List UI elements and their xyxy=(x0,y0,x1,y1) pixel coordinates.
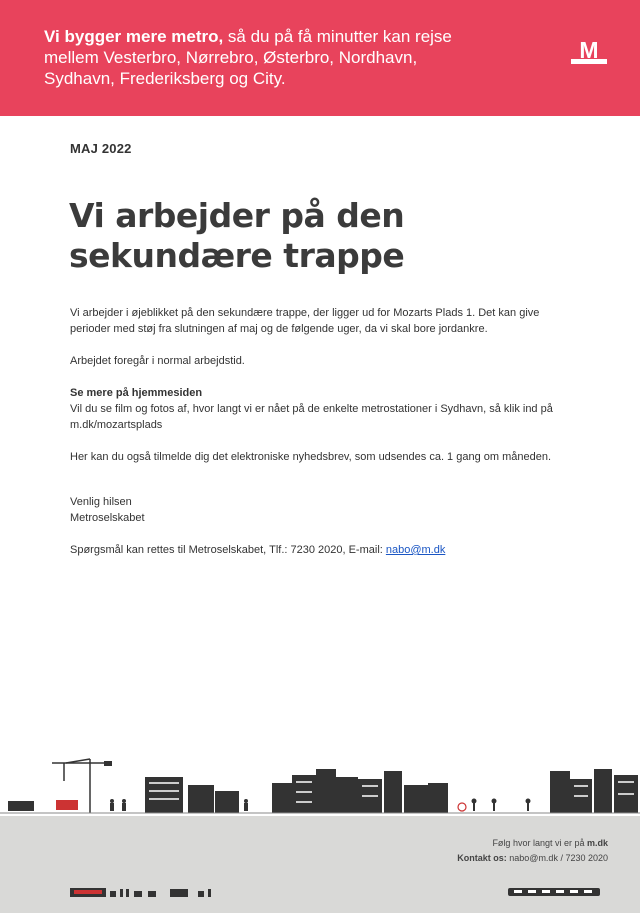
page-title: Vi arbejder på den sekundære trappe xyxy=(69,196,405,275)
footer xyxy=(0,816,640,913)
contact-line xyxy=(70,542,570,558)
footer-contact-line xyxy=(457,853,608,863)
banner-headline xyxy=(44,26,464,89)
metro-logo-letter: M xyxy=(579,38,599,63)
email-link[interactable]: nabo@m.dk xyxy=(385,544,446,556)
sender-name: Metroselskabet xyxy=(70,512,145,524)
letter-body xyxy=(70,305,570,574)
footer-contact-label: Kontakt os: xyxy=(457,853,507,863)
truck-icon xyxy=(8,801,34,811)
signoff xyxy=(70,494,570,526)
header-banner xyxy=(0,0,640,116)
footer-website-link[interactable]: m.dk xyxy=(586,838,608,848)
paragraph-hours: Arbejdet foregår i normal arbejdstid. xyxy=(70,355,245,367)
paragraph-work: Vi arbejder i øjeblikket på den sekundære trappe, der ligger ud for Mozarts Plads 1. Det kan give perioder med støj fra slutningen af maj og de følgende uger, da vi skal bore jordankre. xyxy=(70,307,540,335)
footer-contact-value: nabo@m.dk / 7230 2020 xyxy=(506,853,608,863)
banner-headline-bold: Vi bygger mere metro, xyxy=(44,27,224,46)
train-icon xyxy=(508,888,600,896)
section-text: Vil du se film og fotos af, hvor langt vi er nået på de enkelte metrostationer i Sydhavn, så klik ind på m.dk/mozartsplads xyxy=(70,403,553,431)
contact-prefix: Spørgsmål kan rettes til Metroselskabet, Tlf.: 7230 2020, E-mail: xyxy=(70,544,386,556)
vehicle-strip-icon xyxy=(70,886,220,898)
paragraph-newsletter: Her kan du også tilmelde dig det elektroniske nyhedsbrev, som udsendes ca. 1 gang om måneden. xyxy=(70,451,552,463)
section-website xyxy=(70,385,570,433)
section-heading: Se mere på hjemmesiden xyxy=(70,387,203,399)
metro-logo-icon xyxy=(571,38,607,64)
banner-headline-rest: så du på få minutter kan rejse mellem Vesterbro, Nørrebro, Østerbro, Nordhavn, Sydhavn, Frederiksberg og City. xyxy=(44,27,452,88)
date-label: MAJ 2022 xyxy=(70,141,132,156)
building-icon xyxy=(145,769,638,813)
bicycle-icon xyxy=(458,803,466,811)
footer-follow-line xyxy=(492,838,608,848)
greeting: Venlig hilsen xyxy=(70,496,132,508)
construction-skyline-illustration xyxy=(0,755,640,817)
footer-follow-prefix: Følg hvor langt vi er på xyxy=(492,838,587,848)
